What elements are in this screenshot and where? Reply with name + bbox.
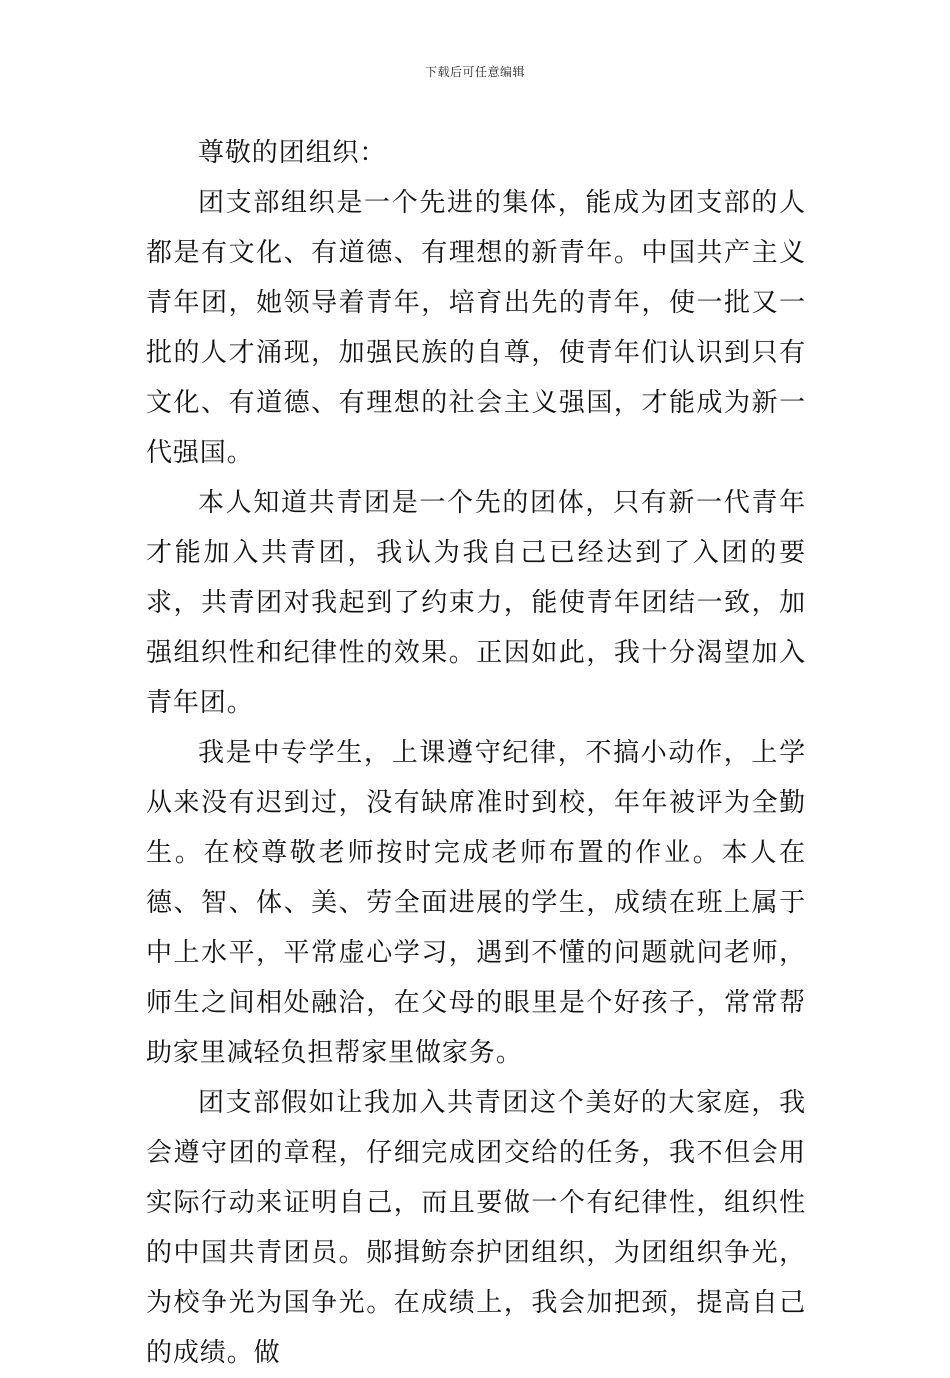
salutation: 尊敬的团组织： <box>198 138 387 168</box>
header-note: 下载后可任意编辑 <box>424 65 525 79</box>
paragraph-2: 本人知道共青团是一个先的团体，只有新一代青年才能加入共青团，我认为我自己已经达到了入团的要求，共青团对我起到了约束力，能使青年团结一致，加强组织性和纪律性的效果。正因如此，我十分渴望加入青年团。 <box>146 488 806 718</box>
paragraph-1: 团支部组织是一个先进的集体，能成为团支部的人都是有文化、有道德、有理想的新青年。中国共产主义青年团，她领导着青年，培育出先的青年，使一批又一批的人才涌现，加强民族的自尊，使青年们认识到只有文化、有道德、有理想的社会主义强国，才能成为新一代强国。 <box>146 188 806 468</box>
letter-body <box>146 128 806 1378</box>
paragraph-4: 团支部假如让我加入共青团这个美好的大家庭，我会遵守团的章程，仔细完成团交给的任务，我不但会用实际行动来证明自己，而且要做一个有纪律性，组织性的中国共青团员。郧揖鲂奈护团组织，为团组织争光，为校争光为国争光。在成绩上，我会加把颈，提高自己的成绩。做 <box>146 1088 806 1368</box>
paragraph-3: 我是中专学生，上课遵守纪律，不搞小动作，上学从来没有迟到过，没有缺席准时到校，年年被评为全勤生。在校尊敬老师按时完成老师布置的作业。本人在德、智、体、美、劳全面进展的学生，成绩在班上属于中上水平，平常虚心学习，遇到不懂的问题就问老师，师生之间相处融洽，在父母的眼里是个好孩子，常常帮助家里减轻负担帮家里做家务。 <box>146 738 806 1068</box>
